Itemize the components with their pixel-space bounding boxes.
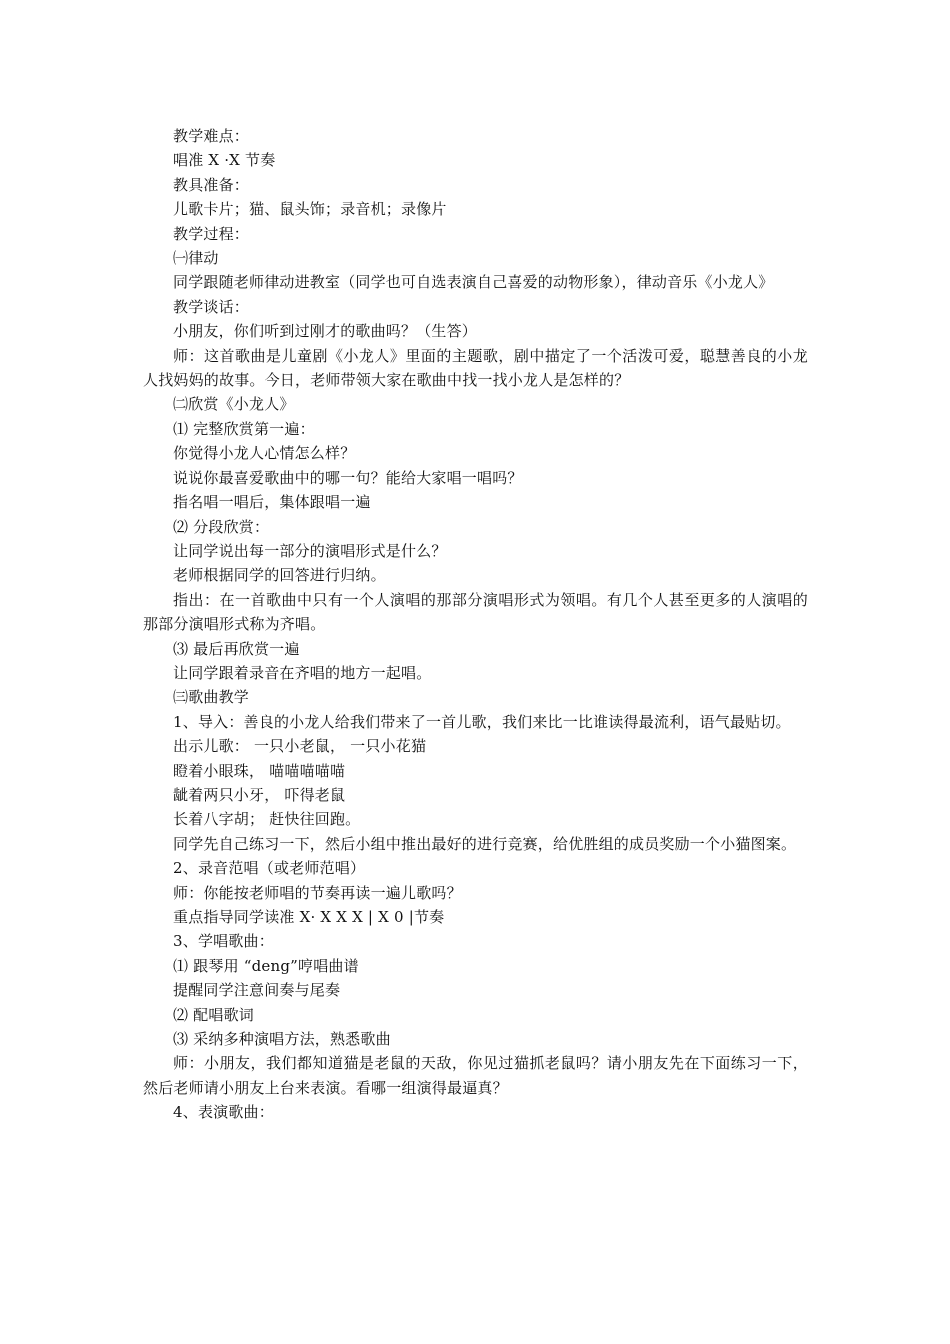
paragraph: 2、录音范唱（或老师范唱） (173, 859, 366, 878)
paragraph: 同学跟随老师律动进教室（同学也可自选表演自己喜爱的动物形象），律动音乐《小龙人》 (173, 273, 774, 292)
list-item: ⑵ 配唱歌词 (173, 1005, 254, 1024)
paragraph: 1、导入：善良的小龙人给我们带来了一首儿歌，我们来比一比谁读得最流利，语气最贴切。 (173, 712, 791, 731)
list-item: ⑶ 最后再欣赏一遍 (173, 639, 300, 658)
heading-teaching-difficulty: 教学难点： (173, 127, 250, 145)
rhyme-line: 出示儿歌： 一只小老鼠， 一只小花猫 (173, 737, 427, 756)
rhyme-line: 瞪着小眼珠， 喵喵喵喵喵 (173, 761, 346, 780)
paragraph: 说说你最喜爱歌曲中的哪一句？能给大家唱一唱吗？ (173, 468, 523, 487)
paragraph: 师：你能按老师唱的节奏再读一遍儿歌吗？ (173, 883, 462, 902)
heading-teaching-aids: 教具准备： (173, 175, 250, 194)
paragraph: 儿歌卡片；猫、鼠头饰；录音机；录像片 (173, 200, 447, 219)
paragraph: 让同学说出每一部分的演唱形式是什么？ (173, 541, 447, 560)
paragraph: 同学先自己练习一下，然后小组中推出最好的进行竞赛，给优胜组的成员奖励一个小猫图案。 (173, 834, 797, 853)
paragraph: 唱准 X ·X 节奏 (173, 151, 276, 170)
list-item: ⑶ 采纳多种演唱方法，熟悉歌曲 (173, 1030, 391, 1049)
list-item: ⑵ 分段欣赏： (173, 517, 270, 536)
paragraph: 3、学唱歌曲： (173, 932, 274, 951)
document-body (143, 124, 808, 1125)
heading-teaching-process: 教学过程： (173, 224, 250, 243)
paragraph: 让同学跟着录音在齐唱的地方一起唱。 (173, 663, 432, 682)
paragraph: 重点指导同学读准 X· X X X | X 0 |节奏 (173, 908, 445, 926)
paragraph: 小朋友，你们听到过刚才的歌曲吗？（生答） (173, 322, 478, 341)
section-heading-song-teaching: ㈢歌曲教学 (173, 688, 250, 707)
paragraph: 提醒同学注意间奏与尾奏 (173, 981, 341, 1000)
list-item: ⑴ 完整欣赏第一遍： (173, 419, 315, 438)
heading-teaching-talk: 教学谈话： (173, 297, 250, 316)
paragraph: 指出：在一首歌曲中只有一个人演唱的那部分演唱形式为领唱。有几个人甚至更多的人演唱的那部分演唱形式称为齐唱。 (143, 590, 808, 634)
section-heading-appreciation: ㈡欣赏《小龙人》 (173, 395, 295, 414)
paragraph: 指名唱一唱后，集体跟唱一遍 (173, 493, 371, 512)
paragraph: 师：这首歌曲是儿童剧《小龙人》里面的主题歌，剧中描定了一个活泼可爱，聪慧善良的小龙人找妈妈的故事。今日，老师带领大家在歌曲中找一找小龙人是怎样的？ (143, 346, 808, 390)
rhyme-line: 龇着两只小牙， 吓得老鼠 (173, 785, 346, 804)
section-heading-rhythm: ㈠律动 (173, 249, 219, 268)
rhyme-line: 长着八字胡； 赶快往回跑。 (173, 810, 361, 829)
paragraph: 老师根据同学的回答进行归纳。 (173, 566, 386, 585)
paragraph: 师：小朋友，我们都知道猫是老鼠的天敌，你见过猫抓老鼠吗？请小朋友先在下面练习一下，然后老师请小朋友上台来表演。看哪一组演得最逼真？ (143, 1054, 808, 1097)
paragraph: 你觉得小龙人心情怎么样？ (173, 444, 356, 463)
list-item: ⑴ 跟琴用 “deng”哼唱曲谱 (173, 956, 359, 975)
paragraph: 4、表演歌曲： (173, 1103, 274, 1122)
